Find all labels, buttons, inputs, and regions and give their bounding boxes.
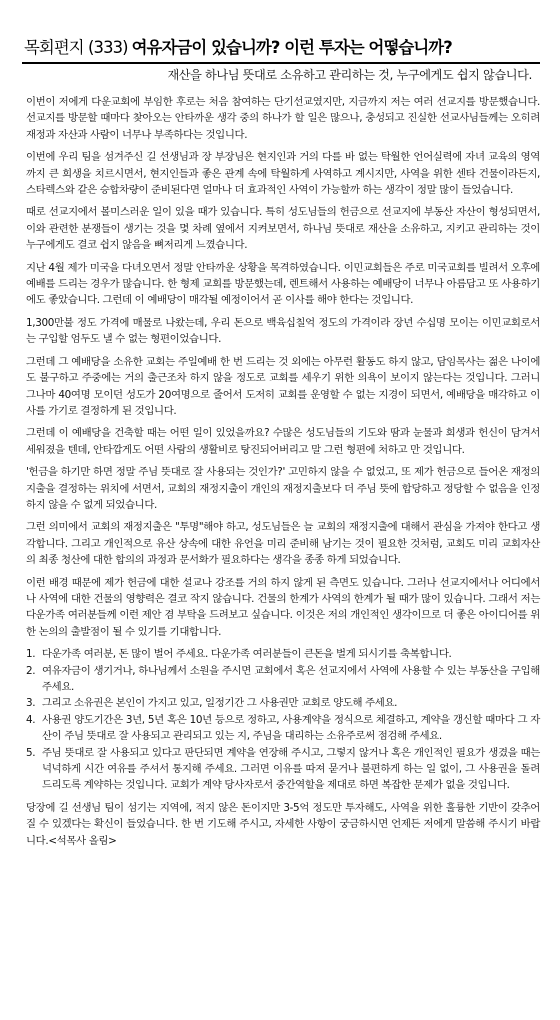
list-number: 3. xyxy=(26,697,36,710)
paragraph: 1,300만불 정도 가격에 매물로 나왔는데, 우리 돈으로 백육십칠억 정도의 가격이라 장년 수십명 모이는 이민교회로서는 구입할 엄두도 낼 수 없는 형편이었습니다. xyxy=(26,316,540,346)
list-number: 2. xyxy=(26,664,36,677)
list-item xyxy=(26,663,540,696)
list-number: 5. xyxy=(26,746,36,759)
list-text: 그리고 소유권은 본인이 가지고 있고, 일정기간 그 사용권만 교회로 양도해 주세요. xyxy=(42,697,398,710)
list-number: 1. xyxy=(26,648,36,661)
list-text: 여유자금이 생기거나, 하나님께서 소원을 주시면 교회에서 혹은 선교지에서 사역에 사용할 수 있는 부동산을 구입해 주세요. xyxy=(42,664,540,693)
list-text: 주님 뜻대로 잘 사용되고 있다고 판단되면 계약을 연장해 주시고, 그렇지 않거나 혹은 개인적인 필요가 생겼을 때는 넉넉하게 시간 여유를 주셔서 통지해 주세요. 그러면 이유를 따져 묻거나 불편하게 하는 일 없이, 그 사용권을 돌려드리도록 계약하는 것입니다. 교회가 계약 당사자로서 중간역할을 제대로 하면 복잡한 문제가 없을 것입니다. xyxy=(42,746,540,792)
list-text: 다운가족 여러분, 돈 많이 벌어 주세요. 다운가족 여러분들이 큰돈을 벌게 되시기를 축복합니다. xyxy=(42,648,452,661)
list-item xyxy=(26,646,540,662)
closing-paragraph: 당장에 길 선생님 팀이 섬기는 지역에, 적지 않은 돈이지만 3-5억 정도만 투자해도, 사역을 위한 훌륭한 기반이 갖추어 질 수 있겠다는 확신이 들었습니다. 한 번 기도해 주시고, 자세한 사항이 궁금하시면 언제든 저에게 말씀해 주시기 바랍니다.<석목사 올림> xyxy=(26,801,540,847)
title-prefix: 목회편지 (333) xyxy=(24,38,128,57)
letter-body xyxy=(22,94,540,849)
paragraph: 이런 배경 때문에 제가 헌금에 대한 설교나 강조를 거의 하지 않게 된 측면도 있습니다. 그러나 선교지에서나 어디에서나 사역에 대한 건물의 영향력은 결코 작지 않습니다. 건물의 한계가 사역의 한계가 될 때가 많이 있습니다. 그래서 저는 다운가족 여러분들께 이런 제안 겸 부탁을 드려보고 싶습니다. 이것은 저의 개인적인 생각이므로 더 좋은 아이디어를 위한 논의의 출발점이 될 수 있기를 기대합니다. xyxy=(26,576,540,638)
paragraph: 때로 선교지에서 볼미스러운 일이 있을 때가 있습니다. 특히 성도님들의 헌금으로 선교지에 부동산 자산이 형성되면서, 이와 관련한 분쟁들이 생기는 것을 몇 차례 옆에서 지켜보면서, 하나님 뜻대로 재산을 소유하고, 지키고 관리하는 것이 누구에게도 결코 쉽지 않음을 뼈저리게 느꼈습니다. xyxy=(26,206,540,252)
list-item xyxy=(26,745,540,794)
page-title xyxy=(24,34,540,58)
title-divider xyxy=(22,62,540,64)
paragraph: 그런데 이 예배당을 건축할 때는 어떤 일이 있었을까요? 수많은 성도님들의 기도와 땀과 눈물과 희생과 헌신이 담겨서 세워졌을 텐데, 안타깝게도 어떤 사람의 생활비로 탕진되어버리고 말 그런 형편에 처하고 만 것입니다. xyxy=(26,427,540,456)
paragraph: 이번에 우리 팀을 섬겨주신 길 선생님과 장 부장님은 현지인과 거의 다를 바 없는 탁월한 언어실력에 자녀 교육의 영역까지 큰 희생을 치르시면서, 현지인들과 좋은 관계 속에 탁월하게 사역하고 계시지만, 사역을 위한 센타 건물이라든지, 스타렉스와 같은 승합차량이 준비된다면 얼마나 더 효과적인 사역이 가능할까 하는 생각이 정말 많이 들었습니다. xyxy=(26,151,540,197)
proposal-list xyxy=(26,646,540,794)
title-main: 여유자금이 있습니까? 이런 투자는 어떻습니까? xyxy=(131,38,452,57)
paragraph: 그런데 그 예배당을 소유한 교회는 주일예배 한 번 드리는 것 외에는 아무런 활동도 하지 않고, 담임목사는 젊은 나이에도 불구하고 주중에는 거의 출근조차 하지 않을 정도로 교회를 세우기 위한 의욕이 보이지 않는다는 것입니다. 그러니 그나마 40여명 모이던 성도가 20여명으로 줄어서 도저히 교회를 운영할 수 없는 지경이 되면서, 예배당을 매각하고 이사를 가기로 결정하게 된 것입니다. xyxy=(26,355,540,417)
subtitle: 재산을 하나님 뜻대로 소유하고 관리하는 것, 누구에게도 쉽지 않습니다. xyxy=(167,68,532,82)
list-item xyxy=(26,695,540,711)
paragraph: 그런 의미에서 교회의 재정지출은 "투명"해야 하고, 성도님들은 늘 교회의 재정지출에 대해서 관심을 가져야 한다고 생각합니다. 그리고 개인적으로 유산 상속에 대한 유언을 미리 준비해 남기는 것이 필요한 것처럼, 교회도 미리 교회자산의 최종 청산에 대한 합의의 과정과 문서화가 필요하다는 생각을 종종 하게 되었습니다. xyxy=(26,521,540,567)
paragraph: '헌금을 하기만 하면 정말 주님 뜻대로 잘 사용되는 것인가?' 고민하지 않을 수 없었고, 또 제가 헌금으로 들어온 재정의 지출을 결정하는 위치에 서면서, 교회의 재정지출이 개인의 재정지출보다 더 주님 뜻에 합당하고 정당할 수 없음을 인정하지 않을 수 없게 되었습니다. xyxy=(26,466,540,511)
list-item xyxy=(26,712,540,745)
list-text: 사용권 양도기간은 3년, 5년 혹은 10년 등으로 정하고, 사용계약을 정식으로 체결하고, 계약을 갱신할 때마다 그 자산이 주님 뜻대로 잘 사용되고 관리되고 있는 지, 주님을 대리하는 소유주로써 점검해 주세요. xyxy=(42,713,540,743)
paragraph: 지난 4월 제가 미국을 다녀오면서 정말 안타까운 상황을 목격하였습니다. 이민교회들은 주로 미국교회를 빌려서 오후에 예배를 드리는 경우가 많습니다. 한 형제 교회를 방문했는데, 렌트해서 사용하는 예배당이 너무나 아름답고 또 사용하기에도 좋았습니다. 그런데 이 예배당이 매각될 예정이어서 곧 이사를 해야 한다는 것입니다. xyxy=(26,261,540,307)
paragraph: 이번이 저에게 다운교회에 부임한 후로는 처음 참여하는 단기선교였지만, 지금까지 저는 여러 선교지를 방문했습니다. 선교지를 방문할 때마다 찾아오는 안타까운 생각 중의 하나가 할 일은 많으나, 충성되고 진실한 선교사님들께는 오히려 재정과 자산과 사람이 너무나 부족하다는 것입니다. xyxy=(26,96,540,141)
list-number: 4. xyxy=(26,713,36,726)
